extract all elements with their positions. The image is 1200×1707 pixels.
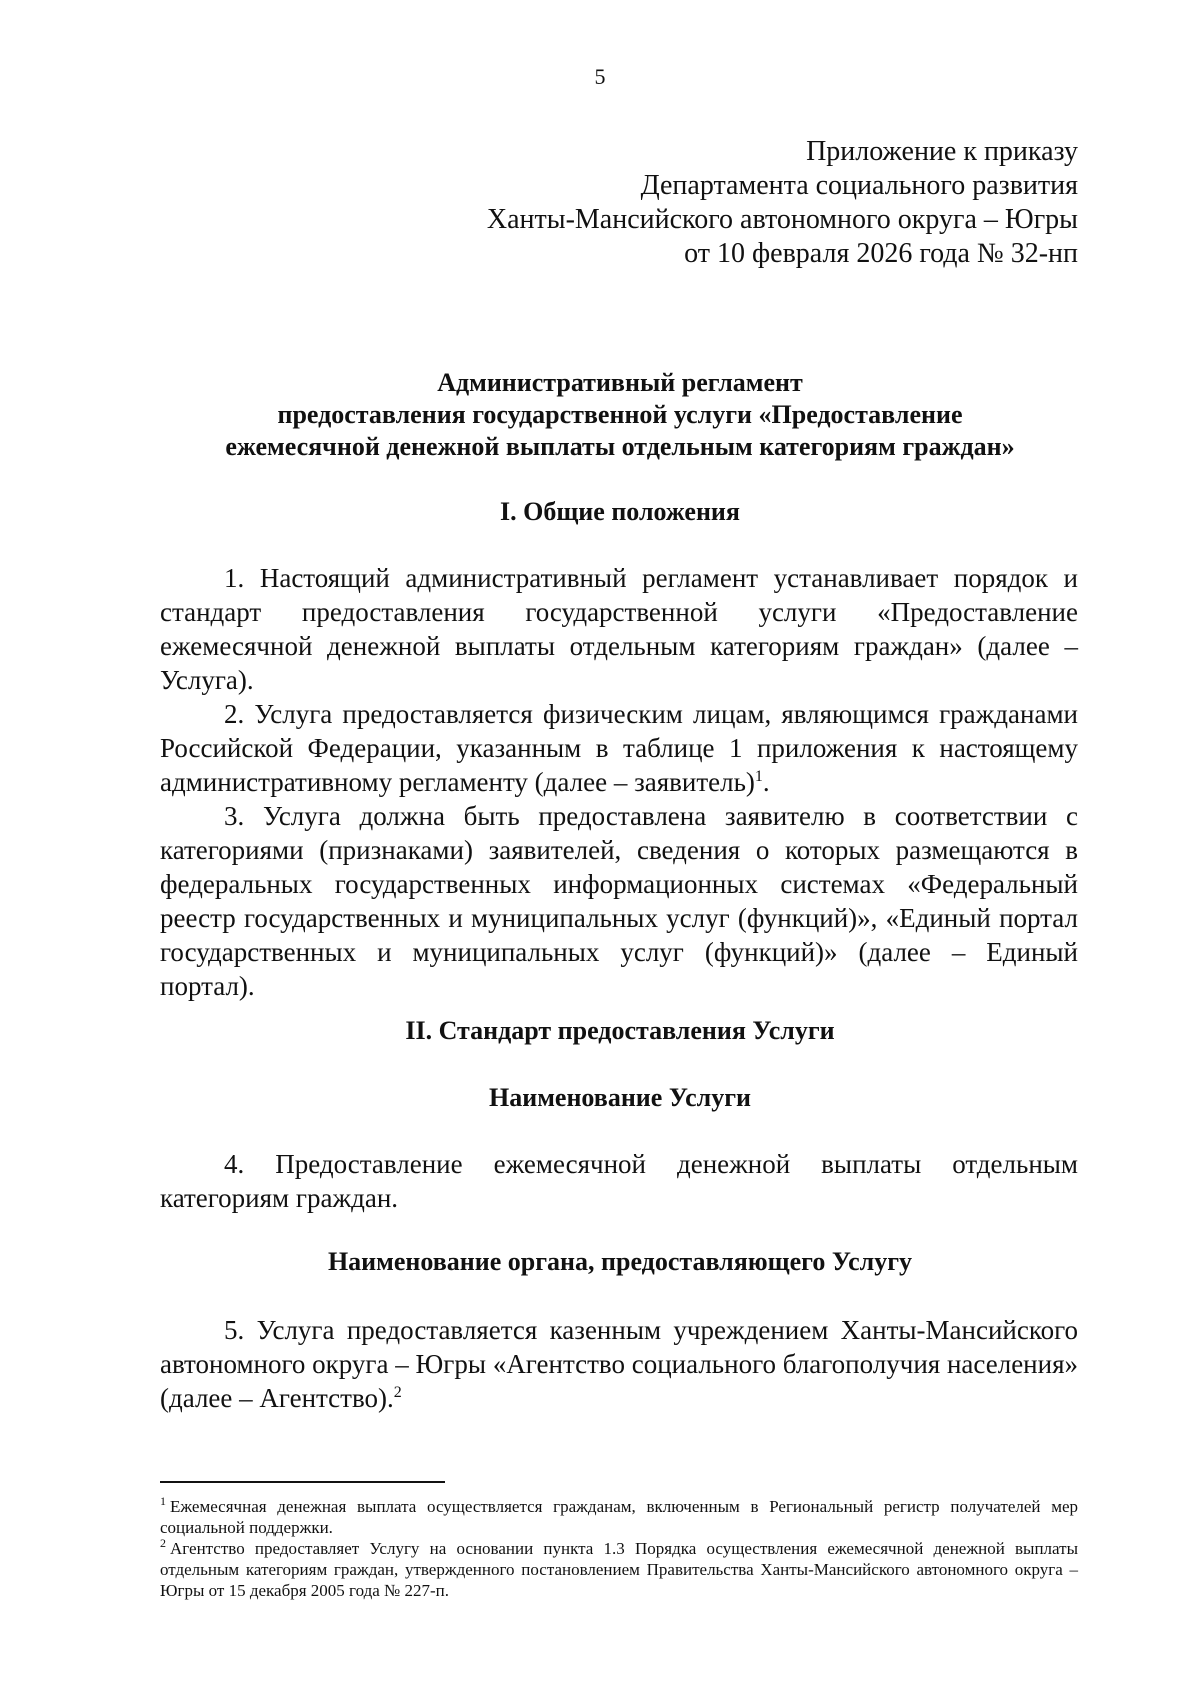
appendix-block xyxy=(487,135,1078,271)
appendix-line: от 10 февраля 2026 года № 32-нп xyxy=(684,238,1078,269)
appendix-line: Ханты-Мансийского автономного округа – Югры xyxy=(486,204,1078,235)
title-line: предоставления государственной услуги «Предоставление xyxy=(277,400,963,429)
section-heading-standard: II. Стандарт предоставления Услуги xyxy=(405,1016,835,1045)
footnote-mark: 2 xyxy=(160,1536,166,1551)
general-provisions-text xyxy=(160,561,1078,1003)
footnotes xyxy=(160,1496,1078,1601)
footnote-text: Ежемесячная денежная выплата осуществляется гражданам, включенным в Региональный регистр получателей мер социальной поддержки. xyxy=(160,1497,1078,1537)
title-line: ежемесячной денежной выплаты отдельным категориям граждан» xyxy=(225,432,1015,461)
appendix-line: Департамента социального развития xyxy=(640,170,1078,201)
footnote-ref-2: 2 xyxy=(393,1384,402,1401)
title-line: Административный регламент xyxy=(437,368,803,397)
page-number: 5 xyxy=(594,64,606,89)
document-title xyxy=(160,367,1080,463)
paragraph-3: 3. Услуга должна быть предоставлена заявителю в соответствии с категориями (признаками) заявителей, сведения о которых размещаются в федеральных государственных информационных системах «Федеральный реестр государственных и муниципальных услуг (функций)», «Единый портал государственных и муниципальных услуг (функций)» (далее – Единый портал). xyxy=(160,801,1078,1001)
footnote-ref-1: 1 xyxy=(754,768,763,785)
paragraph-2-text: 2. Услуга предоставляется физическим лицам, являющимся гражданами Российской Федерации, указанным в таблице 1 приложения к настоящему административному регламенту (далее – заявитель) xyxy=(160,699,1078,797)
paragraph-2-end: . xyxy=(762,767,770,797)
paragraph-4: 4. Предоставление ежемесячной денежной выплаты отдельным категориям граждан. xyxy=(160,1149,1078,1213)
paragraph-5-text: 5. Услуга предоставляется казенным учреждением Ханты-Мансийского автономного округа – Югры «Агентство социального благополучия населения» (далее – Агентство). xyxy=(160,1315,1078,1413)
paragraph-2 xyxy=(160,697,1078,799)
provider-text xyxy=(160,1313,1078,1415)
section-heading-general: I. Общие положения xyxy=(500,497,740,526)
footnote-divider xyxy=(160,1481,445,1483)
footnote-mark: 1 xyxy=(160,1494,166,1509)
paragraph-5 xyxy=(160,1313,1078,1415)
footnote xyxy=(160,1538,1078,1601)
subsection-heading-service-name: Наименование Услуги xyxy=(488,1083,752,1112)
footnote-text: Агентство предоставляет Услугу на основании пункта 1.3 Порядка осуществления ежемесячной денежной выплаты отдельным категориям граждан, утвержденного постановлением Правительства Ханты-Мансийского автономного округа – Югры от 15 декабря 2005 года № 227-п. xyxy=(160,1539,1078,1600)
footnote xyxy=(160,1496,1078,1538)
service-name-text xyxy=(160,1147,1078,1215)
subsection-heading-provider: Наименование органа, предоставляющего Услугу xyxy=(327,1247,913,1276)
appendix-line: Приложение к приказу xyxy=(806,136,1078,167)
paragraph-1: 1. Настоящий административный регламент устанавливает порядок и стандарт предоставления государственной услуги «Предоставление ежемесячной денежной выплаты отдельным категориям граждан» (далее – Услуга). xyxy=(160,563,1078,695)
